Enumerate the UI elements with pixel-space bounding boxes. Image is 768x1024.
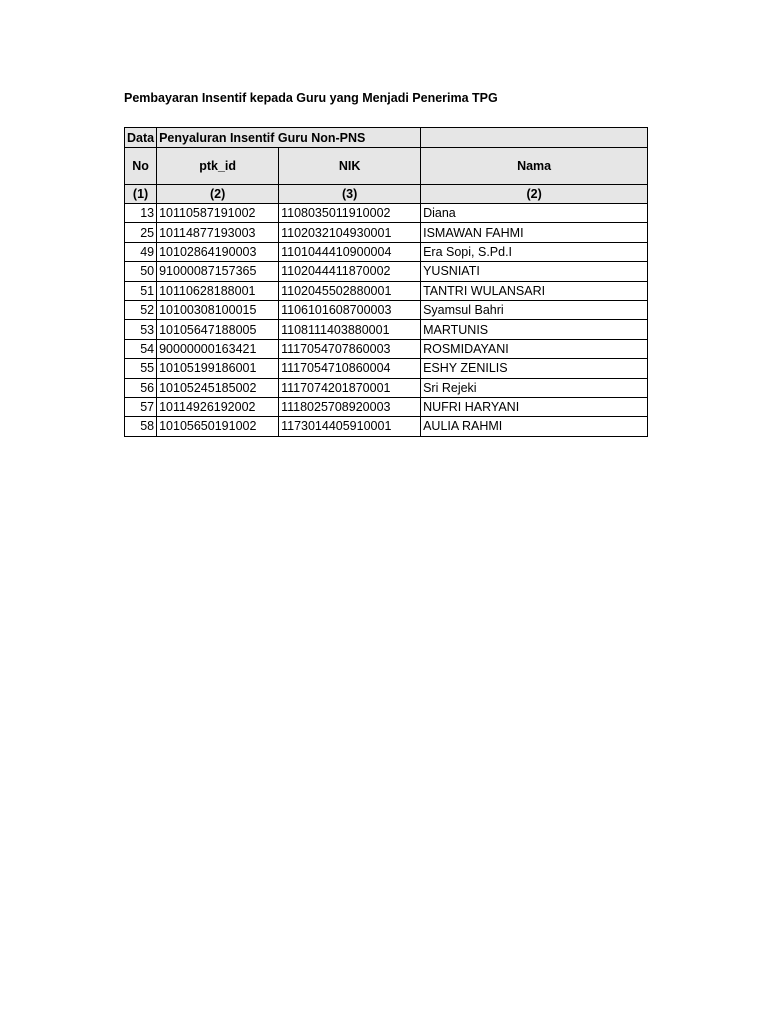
column-index-row [125, 185, 648, 204]
table-row [125, 359, 648, 378]
header-nik: NIK [279, 148, 421, 185]
header-ptk-id: ptk_id [157, 148, 279, 185]
row-nik-cell: 1102032104930001 [279, 223, 421, 242]
row-nama-cell: TANTRI WULANSARI [421, 281, 648, 300]
row-nama-cell: Syamsul Bahri [421, 300, 648, 319]
header-row [125, 148, 648, 185]
row-ptk-id-cell: 10105650191002 [157, 417, 279, 436]
band-section-label: Penyaluran Insentif Guru Non-PNS [157, 128, 421, 148]
row-no-cell: 57 [125, 397, 157, 416]
row-no-cell: 52 [125, 300, 157, 319]
row-nama-cell: ROSMIDAYANI [421, 339, 648, 358]
row-nik-cell: 1118025708920003 [279, 397, 421, 416]
row-ptk-id-cell: 10114877193003 [157, 223, 279, 242]
row-nik-cell: 1102045502880001 [279, 281, 421, 300]
index-nik: (3) [279, 185, 421, 204]
index-nama: (2) [421, 185, 648, 204]
header-nama: Nama [421, 148, 648, 185]
row-nama-cell: YUSNIATI [421, 262, 648, 281]
table-row [125, 204, 648, 223]
row-nik-cell: 1101044410900004 [279, 242, 421, 261]
row-ptk-id-cell: 10102864190003 [157, 242, 279, 261]
table-row [125, 417, 648, 436]
band-data-label: Data [125, 128, 157, 148]
index-no: (1) [125, 185, 157, 204]
row-no-cell: 53 [125, 320, 157, 339]
row-nik-cell: 1117074201870001 [279, 378, 421, 397]
row-nama-cell: ISMAWAN FAHMI [421, 223, 648, 242]
table-row [125, 300, 648, 319]
row-no-cell: 56 [125, 378, 157, 397]
row-ptk-id-cell: 90000000163421 [157, 339, 279, 358]
row-ptk-id-cell: 10100308100015 [157, 300, 279, 319]
row-no-cell: 25 [125, 223, 157, 242]
row-ptk-id-cell: 10110587191002 [157, 204, 279, 223]
row-ptk-id-cell: 10105647188005 [157, 320, 279, 339]
row-no-cell: 50 [125, 262, 157, 281]
row-nama-cell: ESHY ZENILIS [421, 359, 648, 378]
row-nik-cell: 1108111403880001 [279, 320, 421, 339]
incentive-table [124, 127, 648, 437]
table-row [125, 223, 648, 242]
page-title: Pembayaran Insentif kepada Guru yang Menjadi Penerima TPG [124, 91, 498, 105]
row-no-cell: 49 [125, 242, 157, 261]
row-no-cell: 58 [125, 417, 157, 436]
row-nama-cell: Era Sopi, S.Pd.I [421, 242, 648, 261]
band-row [125, 128, 648, 148]
row-nik-cell: 1108035011910002 [279, 204, 421, 223]
row-ptk-id-cell: 10105245185002 [157, 378, 279, 397]
table-row [125, 339, 648, 358]
row-ptk-id-cell: 10105199186001 [157, 359, 279, 378]
row-ptk-id-cell: 10110628188001 [157, 281, 279, 300]
row-no-cell: 54 [125, 339, 157, 358]
row-ptk-id-cell: 10114926192002 [157, 397, 279, 416]
row-nama-cell: MARTUNIS [421, 320, 648, 339]
row-nama-cell: NUFRI HARYANI [421, 397, 648, 416]
row-nama-cell: Diana [421, 204, 648, 223]
row-nik-cell: 1102044411870002 [279, 262, 421, 281]
row-no-cell: 55 [125, 359, 157, 378]
table-row [125, 242, 648, 261]
row-nama-cell: Sri Rejeki [421, 378, 648, 397]
band-empty-cell [421, 128, 648, 148]
row-nik-cell: 1117054710860004 [279, 359, 421, 378]
row-ptk-id-cell: 91000087157365 [157, 262, 279, 281]
table-row [125, 320, 648, 339]
row-nik-cell: 1173014405910001 [279, 417, 421, 436]
row-nik-cell: 1117054707860003 [279, 339, 421, 358]
index-ptk-id: (2) [157, 185, 279, 204]
table-row [125, 378, 648, 397]
table-row [125, 262, 648, 281]
table-row [125, 281, 648, 300]
row-nik-cell: 1106101608700003 [279, 300, 421, 319]
table-row [125, 397, 648, 416]
row-no-cell: 13 [125, 204, 157, 223]
header-no: No [125, 148, 157, 185]
row-nama-cell: AULIA RAHMI [421, 417, 648, 436]
row-no-cell: 51 [125, 281, 157, 300]
